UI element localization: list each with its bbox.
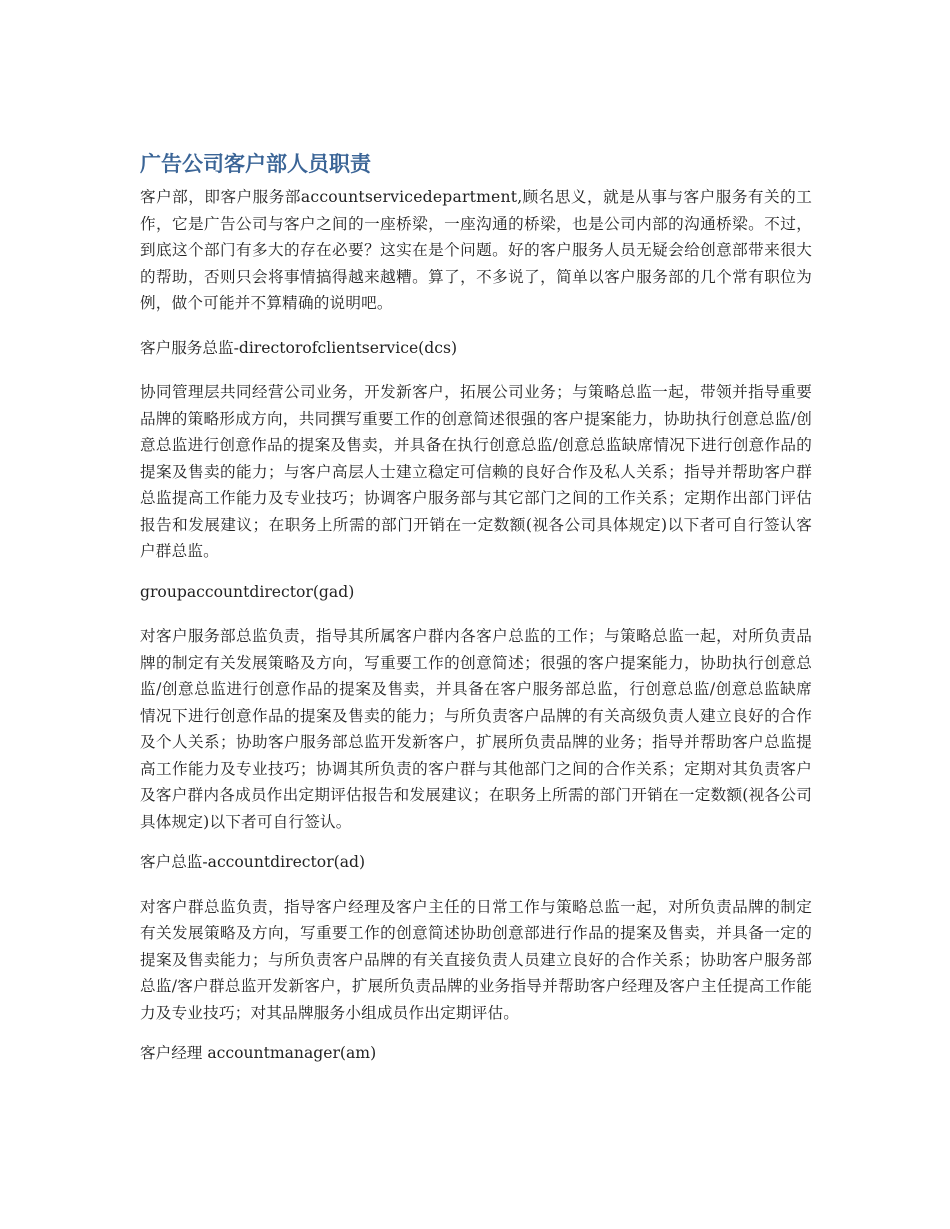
section-body-gad: 对客户服务部总监负责，指导其所属客户群内各客户总监的工作；与策略总监一起，对所负责品牌的制定有关发展策略及方向，写重要工作的创意简述；很强的客户提案能力，协助执行创意总监/创意总监进行创意作品的提案及售卖，并具备在客户服务部总监，行创意总监/创意总监缺席情况下进行创意作品的提案及售卖的能力；与所负责客户品牌的有关高级负责人建立良好的合作及个人关系；协助客户服务部总监开发新客户，扩展所负责品牌的业务；指导并帮助客户总监提高工作能力及专业技巧；协调其所负责的客户群与其他部门之间的合作关系；定期对其负责客户及客户群内各成员作出定期评估报告和发展建议；在职务上所需的部门开销在一定数额(视各公司具体规定)以下者可自行签认。 — [140, 627, 812, 831]
section-body-ad: 对客户群总监负责，指导客户经理及客户主任的日常工作与策略总监一起，对所负责品牌的制定有关发展策略及方向，写重要工作的创意简述协助创意部进行作品的提案及售卖，并具备一定的提案及售卖能力；与所负责客户品牌的有关直接负责人员建立良好的合作关系；协助客户服务部总监/客户群总监开发新客户，扩展所负责品牌的业务指导并帮助客户经理及客户主任提高工作能力及专业技巧；对其品牌服务小组成员作出定期评估。 — [140, 897, 812, 1022]
section-heading-ad: 客户总监-accountdirector(ad) — [140, 853, 366, 871]
section-heading-am: 客户经理 accountmanager(am) — [140, 1044, 377, 1062]
document-page — [140, 148, 812, 1067]
section-body-dcs: 协同管理层共同经营公司业务，开发新客户，拓展公司业务；与策略总监一起，带领并指导重要品牌的策略形成方向，共同撰写重要工作的创意简述很强的客户提案能力，协助执行创意总监/创意总监进行创意作品的提案及售卖，并具备在执行创意总监/创意总监缺席情况下进行创意作品的提案及售卖的能力；与客户高层人士建立稳定可信赖的良好合作及私人关系；指导并帮助客户群总监提高工作能力及专业技巧；协调客户服务部与其它部门之间的工作关系；定期作出部门评估报告和发展建议；在职务上所需的部门开销在一定数额(视各公司具体规定)以下者可自行签认客户群总监。 — [140, 383, 812, 560]
section-heading-dcs: 客户服务总监-directorofclientservice(dcs) — [140, 338, 458, 357]
document-title: 广告公司客户部人员职责 — [140, 152, 371, 176]
section-heading-gad: groupaccountdirector(gad) — [140, 582, 355, 601]
intro-paragraph: 客户部，即客户服务部accountservicedepartment,顾名思义，就是从事与客户服务有关的工作，它是广告公司与客户之间的一座桥梁，一座沟通的桥梁，也是公司内部的沟通桥梁。不过，到底这个部门有多大的存在必要？这实在是个问题。好的客户服务人员无疑会给创意部带来很大的帮助，否则只会将事情搞得越来越糟。算了，不多说了，简单以客户服务部的几个常有职位为例，做个可能并不算精确的说明吧。 — [140, 188, 812, 312]
